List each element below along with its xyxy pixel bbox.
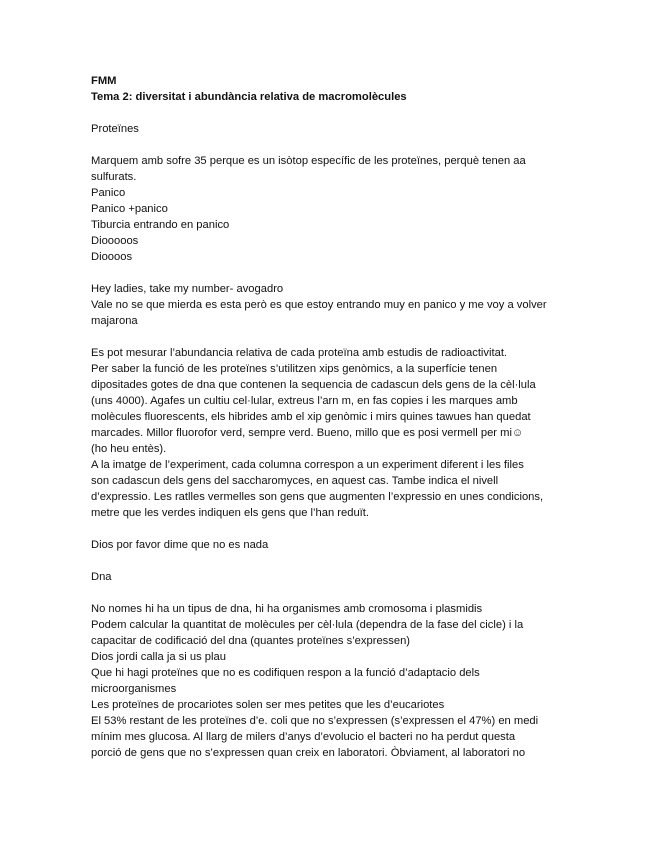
text-line: Dios jordi calla ja si us plau <box>91 651 226 663</box>
course-title: FMM <box>91 75 117 87</box>
text-line: Les proteïnes de procariotes solen ser mes petites que les d’eucariotes <box>91 699 445 711</box>
text-line: son cadascun dels gens del saccharomyces, en aquest cas. Tambe indica el nivell <box>91 475 499 487</box>
text-line: capacitar de codificació del dna (quantes proteïnes s’expressen) <box>91 635 411 647</box>
text-line: Que hi hagi proteïnes que no es codifiquen respon a la funció d’adaptacio dels <box>91 667 480 679</box>
text-line: Podem calcular la quantitat de molècules per cèl·lula (dependra de la fase del cicle) i la <box>91 619 524 631</box>
text-line: Diooooos <box>91 235 139 247</box>
text-line: A la imatge de l’experiment, cada columna correspon a un experiment diferent i les files <box>91 459 524 471</box>
paragraph-avogadro <box>91 281 571 329</box>
text-line: Es pot mesurar l’abundancia relativa de cada proteïna amb estudis de radioactivitat. <box>91 347 508 359</box>
text-line: Per saber la funció de les proteïnes s’utilitzen xips genòmics, a la superfície tenen <box>91 363 498 375</box>
text-line: mínim mes glucosa. Al llarg de milers d’anys d’evolucio el bacteri no ha perdut questa <box>91 731 516 743</box>
paragraph-sulfur <box>91 153 571 265</box>
paragraph-genomic-chips <box>91 345 571 521</box>
text-line: Panico +panico <box>91 203 168 215</box>
text-line: (uns 4000). Agafes un cultiu cel·lular, extreus l’arn m, en fas copies i les marques amb <box>91 395 518 407</box>
text-line: Dioooos <box>91 251 133 263</box>
spacer <box>91 105 571 121</box>
text-line: d’expressio. Les ratlles vermelles son gens que augmenten l’expressio en unes condicions, <box>91 491 544 503</box>
text-line: Tiburcia entrando en panico <box>91 219 230 231</box>
spacer <box>91 521 571 537</box>
text-line: Dios por favor dime que no es nada <box>91 539 269 551</box>
section-heading-dna: Dna <box>91 571 112 583</box>
spacer <box>91 585 571 601</box>
text-line: metre que les verdes indiquen els gens que l’han reduït. <box>91 507 369 519</box>
text-line: porció de gens que no s’expressen quan creix en laboratori. Òbviament, al laboratori no <box>91 747 526 759</box>
text-line: (ho heu entès). <box>91 443 167 455</box>
document-body <box>91 73 571 761</box>
text-line: molècules fluorescents, els hibrides amb el xip genòmic i mirs quines tawues han quedat <box>91 411 531 423</box>
text-line: Marquem amb sofre 35 perque es un isòtop específic de les proteïnes, perquè tenen aa <box>91 155 526 167</box>
text-line: Hey ladies, take my number- avogadro <box>91 283 284 295</box>
spacer <box>91 265 571 281</box>
text-line: Panico <box>91 187 126 199</box>
text-line: sulfurats. <box>91 171 137 183</box>
section-heading-proteins: Proteïnes <box>91 123 139 135</box>
topic-title: Tema 2: diversitat i abundància relativa de macromolècules <box>91 91 407 103</box>
text-line: No nomes hi ha un tipus de dna, hi ha organismes amb cromosoma i plasmidis <box>91 603 483 615</box>
text-line: El 53% restant de les proteïnes d’e. coli que no s’expressen (s’expressen el 47%) en medi <box>91 715 539 727</box>
text-line: Vale no se que mierda es esta però es que estoy entrando muy en panico y me voy a volver <box>91 299 547 311</box>
text-line: microorganismes <box>91 683 177 695</box>
text-line: dipositades gotes de dna que contenen la sequencia de cadascun dels gens de la cèl·lula <box>91 379 536 391</box>
spacer <box>91 553 571 569</box>
text-line: marcades. Millor fluorofor verd, sempre verd. Bueno, millo que es posi vermell per mi☺ <box>91 427 524 439</box>
paragraph-dna <box>91 601 571 761</box>
spacer <box>91 137 571 153</box>
spacer <box>91 329 571 345</box>
text-line: majarona <box>91 315 138 327</box>
